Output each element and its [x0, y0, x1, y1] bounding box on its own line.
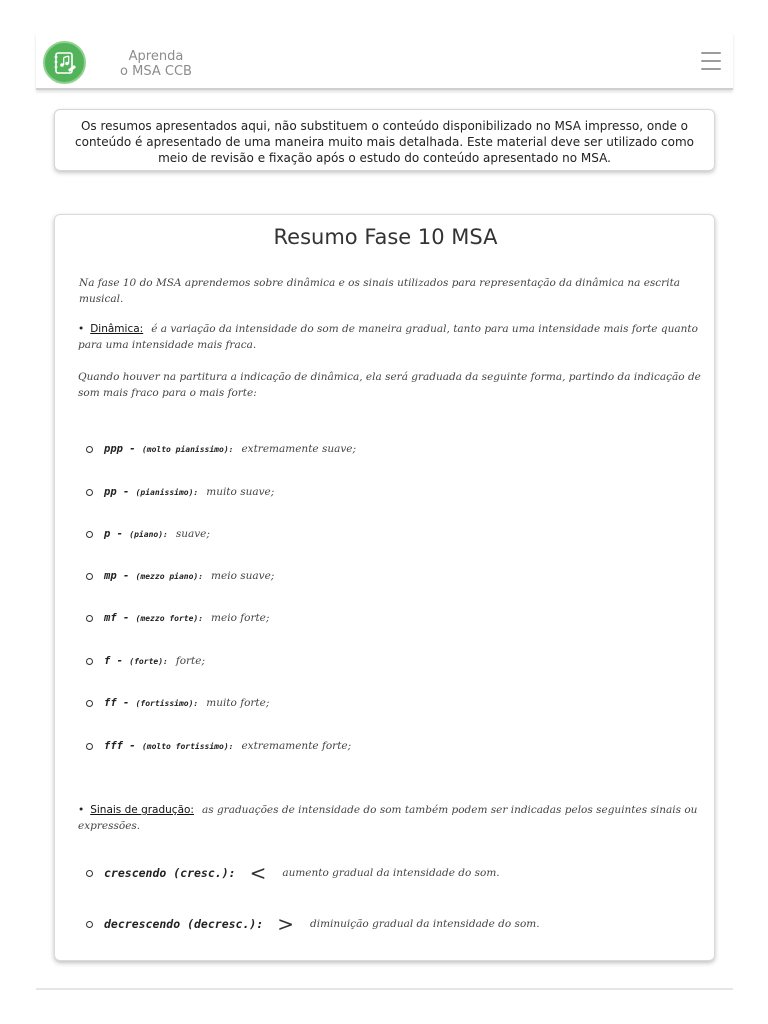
dynamic-name: (mezzo piano):: [135, 571, 204, 581]
list-circle-icon: [86, 700, 93, 707]
logo-graphic: [52, 50, 78, 76]
dynamic-description: extremamente forte;: [241, 740, 352, 752]
footer-divider: [36, 988, 733, 990]
dynamic-description: meio forte;: [211, 612, 270, 624]
hamburger-menu-icon[interactable]: [701, 52, 721, 72]
intro-text: Na fase 10 do MSA aprendemos sobre dinâmica e os sinais utilizados para representação da dinâmica na escrita musical.: [79, 277, 681, 305]
dynamic-name: (molto fortissimo):: [141, 741, 234, 751]
dynamic-description: muito forte;: [206, 697, 270, 709]
dynamic-name: (fortissimo):: [135, 698, 199, 708]
graduation-paragraph: Quando houver na partitura a indicação de dinâmica, ela será graduada da seguinte forma, partindo da indicação de som mais fraco para o mais forte:: [78, 371, 701, 399]
dynamic-item-mf: [86, 609, 686, 627]
dynamic-description: suave;: [175, 528, 210, 540]
dynamic-name: (forte):: [129, 656, 168, 666]
bullet-icon: •: [78, 323, 85, 335]
dynamic-name: (pianissimo):: [135, 487, 199, 497]
dynamic-item-ff: [86, 694, 686, 712]
gradation-name: decrescendo (decresc.):: [104, 917, 264, 931]
dinamica-definition: é a variação da intensidade do som de maneira gradual, tanto para uma intensidade mais forte quanto para uma intensidade mais fraca.: [78, 323, 698, 351]
dynamic-symbol: p -: [104, 528, 130, 540]
dynamic-description: forte;: [175, 655, 206, 667]
music-notebook-icon[interactable]: [43, 41, 86, 84]
list-circle-icon: [86, 658, 93, 665]
list-circle-icon: [86, 921, 93, 928]
menu-bar: [701, 60, 721, 62]
dynamic-symbol: f -: [104, 655, 130, 667]
list-circle-icon: [86, 573, 93, 580]
dynamic-description: extremamente suave;: [241, 443, 357, 455]
crescendo-sign-icon: <: [249, 861, 267, 885]
list-circle-icon: [86, 743, 93, 750]
dynamic-name: (piano):: [129, 529, 168, 539]
dynamic-name: (mezzo forte):: [135, 613, 204, 623]
dynamic-item-ppp: [86, 440, 686, 458]
dynamic-name: (molto pianissimo):: [141, 444, 234, 454]
gradation-description: diminuição gradual da intensidade do som.: [310, 918, 540, 930]
gradation-item-crescendo: [86, 862, 686, 884]
sinais-definition: as graduações de intensidade do som também podem ser indicadas pelos seguintes sinais ou expressões.: [78, 804, 698, 832]
list-circle-icon: [86, 531, 93, 538]
dynamic-symbol: fff -: [104, 740, 142, 752]
sinais-term: Sinais de gradução:: [90, 804, 194, 816]
dynamic-item-f: [86, 652, 686, 670]
page-title: Resumo Fase 10 MSA: [273, 225, 498, 249]
bullet-icon: •: [78, 804, 85, 816]
decrescendo-sign-icon: >: [277, 912, 295, 936]
dynamic-symbol: mp -: [104, 570, 136, 582]
dynamic-description: muito suave;: [206, 486, 275, 498]
summary-card: [54, 214, 715, 961]
dinamica-paragraph: [78, 321, 708, 353]
list-circle-icon: [86, 615, 93, 622]
dinamica-term: Dinâmica:: [90, 323, 144, 335]
dynamic-item-mp: [86, 567, 686, 585]
top-header: [36, 33, 733, 90]
gradation-item-decrescendo: [86, 913, 686, 935]
dynamic-symbol: pp -: [104, 486, 136, 498]
brand-line-1: Aprenda: [128, 49, 184, 64]
list-circle-icon: [86, 489, 93, 496]
dynamic-item-p: [86, 525, 686, 543]
dynamic-symbol: ff -: [104, 697, 136, 709]
dynamic-symbol: ppp -: [104, 443, 142, 455]
brand-line-2: o MSA CCB: [120, 64, 192, 79]
gradation-description: aumento gradual da intensidade do som.: [282, 867, 500, 879]
menu-bar: [701, 52, 721, 54]
disclaimer-notice: Os resumos apresentados aqui, não substituem o conteúdo disponibilizado no MSA impresso, onde o conteúdo é apresentado de uma maneira muito mais detalhada. Este material deve ser utilizado como meio de revisão e fixação após o estudo do conteúdo apresentado no MSA.: [54, 109, 715, 171]
dynamic-item-fff: [86, 737, 686, 755]
menu-bar: [701, 68, 721, 70]
brand-title[interactable]: [106, 49, 206, 79]
dynamic-item-pp: [86, 483, 686, 501]
dynamic-symbol: mf -: [104, 612, 136, 624]
list-circle-icon: [86, 446, 93, 453]
gradation-name: crescendo (cresc.):: [104, 866, 236, 880]
sinais-paragraph: [78, 802, 708, 834]
dynamic-description: meio suave;: [211, 570, 275, 582]
list-circle-icon: [86, 870, 93, 877]
